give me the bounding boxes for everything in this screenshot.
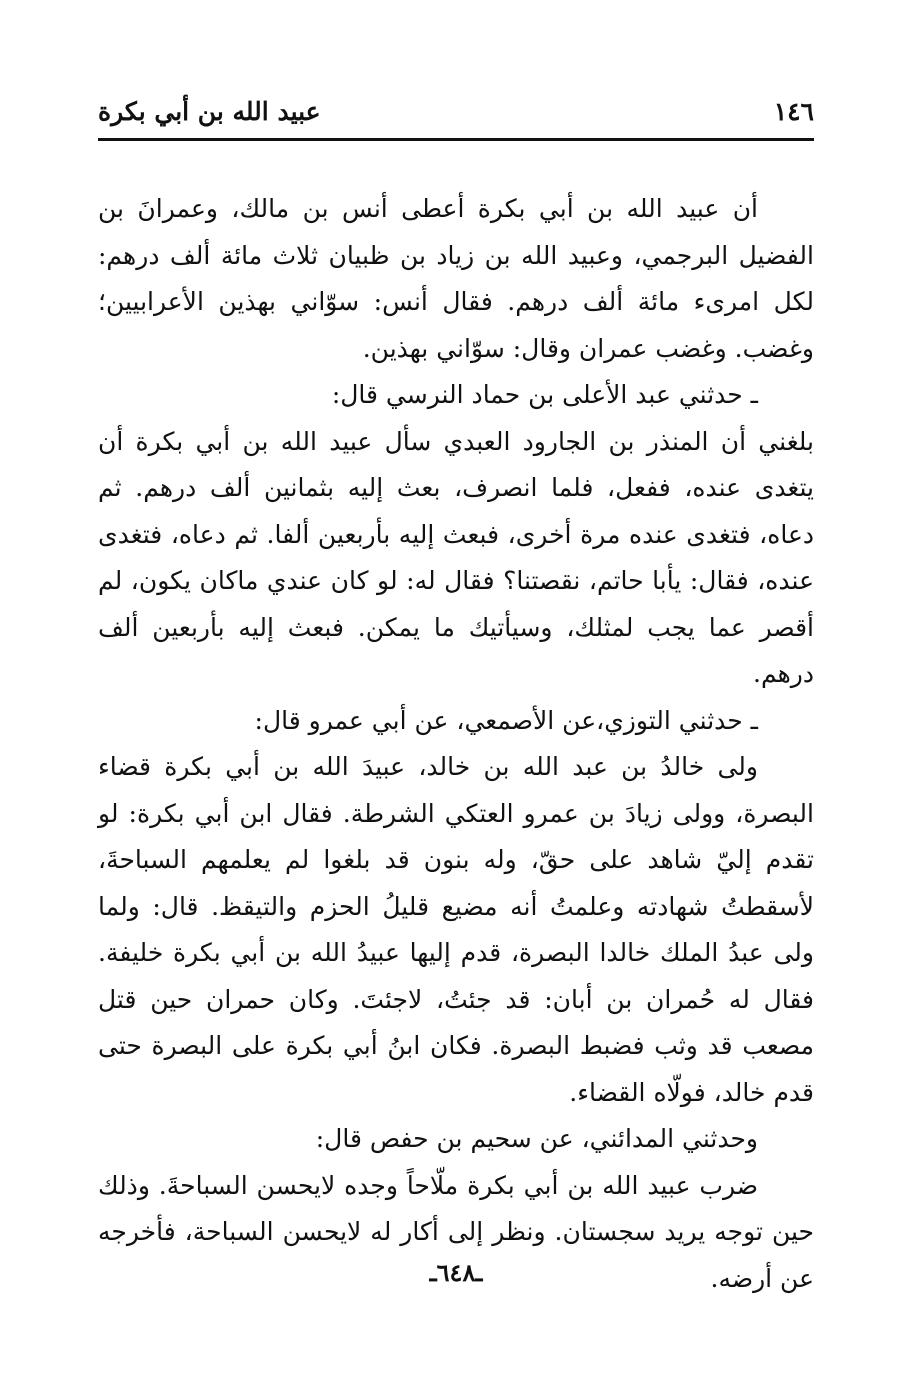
- page-footer-number: ـ٦٤٨ـ: [429, 1258, 483, 1287]
- header-rule: [98, 138, 814, 141]
- header-running-title: عبيد الله بن أبي بكرة: [98, 96, 321, 126]
- paragraph-2: بلغني أن المنذر بن الجارود العبدي سأل عبيد الله بن أبي بكرة أن يتغدى عنده، ففعل، فلما انصرف، بعث إليه بثمانين ألف درهم. ثم دعاه، فتغدى عنده مرة أخرى، فبعث إليه بأربعين ألفا. ثم دعاه، فتغدى عنده، فقال: يأبا حاتم، نقصتنا؟ فقال له: لو كان عندي ماكان يكون، لم أقصر عما يجب لمثلك، وسيأتيك ما يمكن. فبعث إليه بأربعين ألف درهم.: [98, 426, 814, 688]
- narration-heading-1: ـ حدثني عبد الأعلى بن حماد النرسي قال:: [331, 380, 758, 409]
- paragraph-1: أن عبيد الله بن أبي بكرة أعطى أنس بن مالك، وعمرانَ بن الفضيل البرجمي، وعبيد الله بن زياد بن ظبيان ثلاث مائة ألف درهم: لكل امرىء مائة ألف درهم. فقال أنس: سوّاني بهذين الأعرابيين؛ وغضب. وغضب عمران وقال: سوّاني بهذين.: [98, 194, 814, 363]
- paragraph-4: ضرب عبيد الله بن أبي بكرة ملّاحاً وجده لايحسن السباحةَ. وذلك حين توجه يريد سجستان. ونظر إلى أكار له لايحسن السباحة، فأخرجه عن أرضه.: [98, 1170, 814, 1293]
- paragraph-3: ولى خالدُ بن عبد الله بن خالد، عبيدَ الله بن أبي بكرة قضاء البصرة، وولى زيادَ بن عمرو العتكي الشرطة. فقال ابن أبي بكرة: لو تقدم إليّ شاهد على حقّ، وله بنون قد بلغوا لم يعلمهم السباحةَ، لأسقطتُ شهادته وعلمتُ أنه مضيع قليلُ الحزم والتيقظ. قال: ولما ولى عبدُ الملك خالدا البصرة، قدم إليها عبيدُ الله بن أبي بكرة خليفة. فقال له حُمران بن أبان: قد جئتُ، لاجئتَ. وكان حمران حين قتل مصعب قد وثب فضبط البصرة. فكان ابنُ أبي بكرة على البصرة حتى قدم خالد، فولّاه القضاء.: [98, 752, 814, 1107]
- narration-heading-2: ـ حدثني التوزي،عن الأصمعي، عن أبي عمرو قال:: [254, 705, 758, 735]
- narration-heading-3: وحدثني المدائني، عن سحيم بن حفص قال:: [315, 1124, 758, 1153]
- page-body: [98, 186, 814, 1302]
- page-header: [98, 92, 814, 130]
- header-page-number: ١٤٦: [773, 96, 814, 126]
